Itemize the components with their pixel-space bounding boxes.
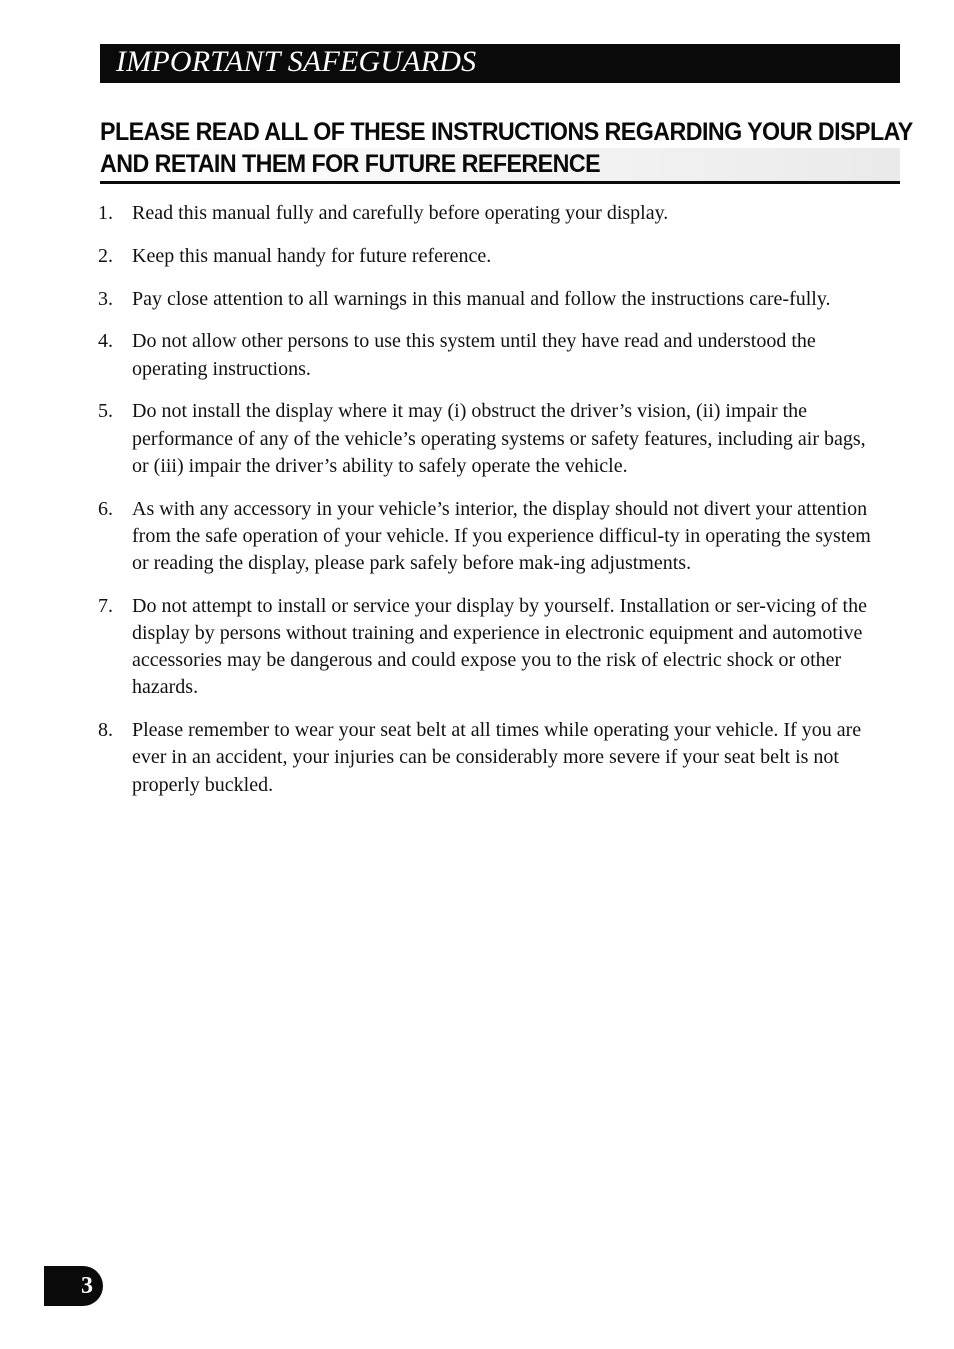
- list-item-text: Pay close attention to all warnings in this manual and follow the instructions care-fully.: [132, 287, 831, 310]
- list-item: [98, 200, 878, 227]
- heading-line-2: AND RETAIN THEM FOR FUTURE REFERENCE: [100, 150, 601, 178]
- list-item-number: 2.: [98, 244, 113, 267]
- list-item-text: Keep this manual handy for future reference.: [132, 244, 492, 267]
- list-item-text: Read this manual fully and carefully before operating your display.: [132, 202, 669, 224]
- list-item-text: Please remember to wear your seat belt at all times while operating your vehicle. If you are ever in an accident, your injuries can be considerably more severe if your seat belt is not properly buckled.: [132, 719, 862, 796]
- list-item-text: Do not install the display where it may (i) obstruct the driver’s vision, (ii) impair the performance of any of the vehicle’s operating systems or safety features, including air bags, or (iii) impair the driver’s ability to safely operate the vehicle.: [132, 400, 866, 477]
- list-item: [98, 593, 878, 702]
- list-item-number: 1.: [98, 202, 113, 224]
- list-item-number: 8.: [98, 719, 113, 742]
- page-number: 3: [81, 1273, 93, 1299]
- page-number-tab: [44, 1266, 103, 1306]
- list-item-text: Do not attempt to install or service your display by yourself. Installation or ser-vicing of the display by persons without training and experience in electronic equipment and automotive accessories may be dangerous and could expose you to the risk of electric shock or other hazards.: [132, 594, 867, 699]
- section-title: IMPORTANT SAFEGUARDS: [116, 45, 477, 78]
- list-item: [98, 243, 878, 270]
- heading-underline: [100, 181, 900, 184]
- list-item: [98, 398, 878, 480]
- list-item-number: 6.: [98, 497, 113, 520]
- list-item: [98, 496, 878, 578]
- list-item: [98, 286, 878, 313]
- heading-line-1: PLEASE READ ALL OF THESE INSTRUCTIONS REGARDING YOUR DISPLAY: [100, 118, 913, 146]
- list-item-text: Do not allow other persons to use this system until they have read and understood the operating instructions.: [132, 330, 816, 380]
- list-item: [98, 328, 878, 382]
- list-item-number: 5.: [98, 400, 113, 423]
- instructions-heading: [100, 116, 913, 180]
- list-item-number: 3.: [98, 287, 113, 310]
- list-item-number: 7.: [98, 594, 113, 617]
- instruction-list: [98, 200, 878, 814]
- list-item-number: 4.: [98, 330, 113, 353]
- section-title-bar: [100, 44, 900, 83]
- list-item: [98, 717, 878, 799]
- list-item-text: As with any accessory in your vehicle’s interior, the display should not divert your attention from the safe operation of your vehicle. If you experience difficul-ty in operating the system or reading the display, please park safely before mak-ing adjustments.: [132, 497, 871, 574]
